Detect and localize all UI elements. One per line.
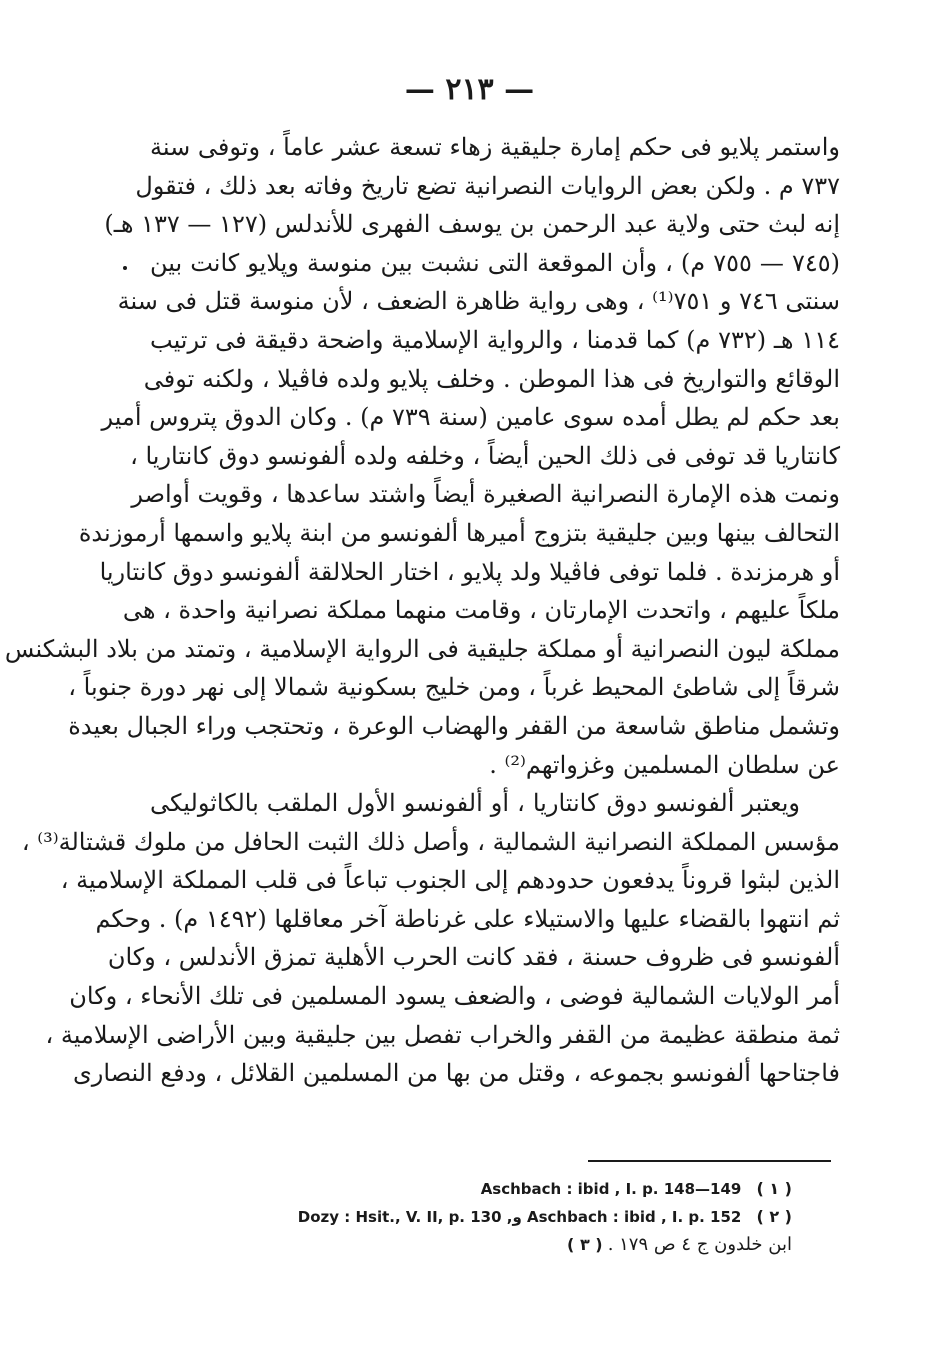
text-line: مملكة ليون النصرانية أو مملكة جليقية فى الرواية الإسلامية ، وتمتد من بلاد البشكنس xyxy=(4,634,840,663)
text-line: ألفونسو فى ظروف حسنة ، فقد كانت الحرب الأهلية تمزق الأندلس ، وكان xyxy=(107,943,840,972)
text-line: الوقائع والتواريخ فى هذا الموطن . وخلف پلايو ولده فاڤيلا ، ولكنه توفى xyxy=(143,364,840,393)
text-line: الذين لبثوا قروناً يدفعون حدودهم إلى الجنوب تباعاً فى قلب المملكة الإسلامية ، xyxy=(60,866,840,895)
text-line: فاجتاحها ألفونسو بجموعه ، وقتل من بها من المسلمين القلائل ، ودفع النصارى xyxy=(73,1059,840,1088)
text-line: سنتى ٧٤٦ و ٧٥١⁽¹⁾ ، وهى رواية ظاهرة الضعف ، لأن منوسة قتل فى سنة xyxy=(117,287,840,316)
text-line: وتشمل مناطق شاسعة من القفر والهضاب الوعرة ، وتحتجب وراء الجبال بعيدة xyxy=(68,711,840,740)
text-line: ويعتبر ألفونسو دوق كانتاريا ، أو ألفونسو الأول الملقب بالكاثوليكى xyxy=(150,789,800,818)
page-number: — ٢١٣ — xyxy=(404,72,535,107)
text-line: ١١٤ هـ (٧٣٢ م) كما قدمنا ، والرواية الإسلامية واضحة دقيقة فى ترتيب xyxy=(150,325,840,354)
text-line: بعد حكم لم يطل أمده سوى عامين (سنة ٧٣٩ م) . وكان الدوق پتروس أمير xyxy=(101,403,840,432)
text-line: واستمر پلايو فى حكم إمارة جليقية زهاء تسعة عشر عاماً ، وتوفى سنة xyxy=(150,133,840,161)
text-line: عن سلطان المسلمين وغزواتهم⁽²⁾ . xyxy=(489,750,840,779)
footnote-number: ( ٢ ) xyxy=(756,1207,792,1226)
footnote-1 xyxy=(200,1175,792,1203)
text-line: ملكاً عليهم ، واتحدت الإمارتان ، وقامت منهما مملكة نصرانية واحدة ، هى xyxy=(122,596,840,625)
text-line: مؤسس المملكة النصرانية الشمالية ، وأصل ذلك الثبت الحافل من ملوك قشتالة⁽³⁾ ، xyxy=(21,827,840,856)
margin-mark xyxy=(123,266,127,270)
footnote-number: ( ١ ) xyxy=(756,1179,792,1198)
text-line: التحالف بينها وبين جليقية بتزوج أميرها ألفونسو من ابنة پلايو واسمها أرموزندة xyxy=(78,518,840,547)
text-line: إنه لبث حتى ولاية عبد الرحمن بن يوسف الفهرى للأندلس (١٢٧ — ١٣٧ هـ) xyxy=(104,210,840,239)
paragraph-1 xyxy=(4,128,841,784)
text-line: أمر الولايات الشمالية فوضى ، والضعف يسود المسلمين فى تلك الأنحاء ، وكان xyxy=(69,982,840,1011)
text-line: ثم انتهوا بالقضاء عليها والاستيلاء على غرناطة آخر معاقلها (١٤٩٢ م) . وحكم xyxy=(95,904,840,933)
text-line: أو هرمزندة . فلما توفى فاڤيلا ولد پلايو ، اختار الحلالقة ألفونسو دوق كانتاريا xyxy=(99,557,840,586)
text-line: شرقاً إلى شاطئ المحيط غرباً ، ومن خليج بسكونية شمالا إلى نهر دورة جنوباً ، xyxy=(68,673,840,702)
text-line: ثمة منطقة عظيمة من القفر والخراب تفصل بين جليقية وبين الأراضى الإسلامية ، xyxy=(45,1020,840,1049)
footnote-text: Aschbach : ibid , I. p. 148—149 xyxy=(480,1180,742,1198)
text-line: ونمت هذه الإمارة النصرانية الصغيرة أيضاً واشتد ساعدها ، وقويت أواصر xyxy=(131,480,840,509)
footnote-text: ابن خلدون ج ٤ ص ١٧٩ . xyxy=(607,1234,792,1255)
text-line: (٧٤٥ — ٧٥٥ م) ، وأن الموقعة التى نشبت بين منوسة وپلايو كانت بين xyxy=(150,248,841,277)
footnote-divider xyxy=(588,1160,831,1162)
footnote-number: ( ٣ ) xyxy=(567,1235,603,1254)
footnote-text: Dozy : Hsit., V. II, p. 130 ,و Aschbach : ibid , I. p. 152 xyxy=(297,1208,742,1226)
footnotes xyxy=(200,1175,792,1259)
paragraph-2 xyxy=(21,784,840,1093)
footnote-2 xyxy=(200,1203,792,1231)
footnote-3 xyxy=(200,1231,792,1259)
body-text xyxy=(4,128,841,1093)
text-line: ٧٣٧ م . ولكن بعض الروايات النصرانية تضع تاريخ وفاته بعد ذلك ، فتقول xyxy=(135,171,840,200)
text-line: كانتاريا قد توفى فى ذلك الحين أيضاً ، وخلفه ولده ألفونسو دوق كانتاريا ، xyxy=(130,441,840,470)
